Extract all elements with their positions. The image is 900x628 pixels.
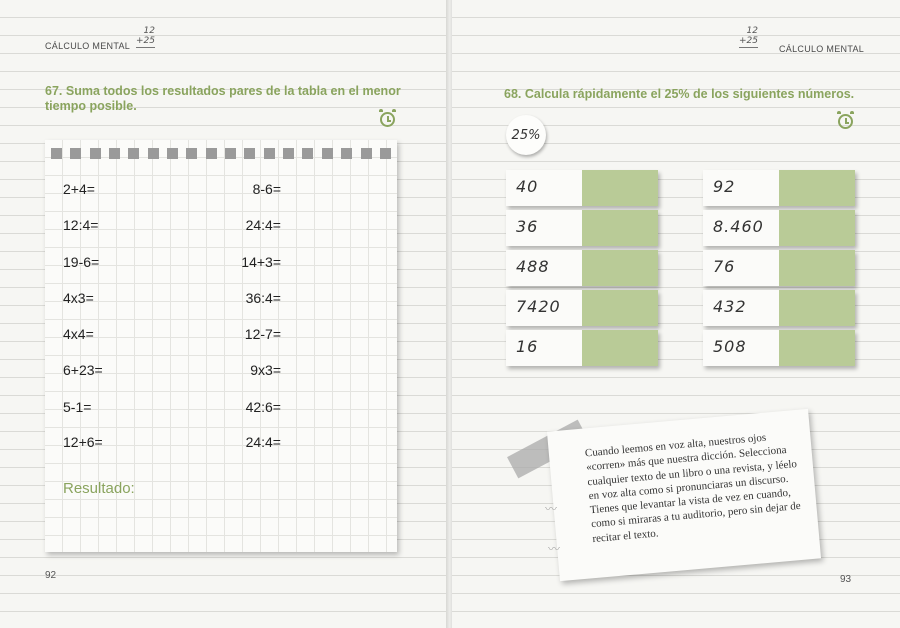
page-number: 92: [45, 570, 57, 581]
answer-box[interactable]: [582, 290, 658, 326]
answer-box[interactable]: [582, 170, 658, 206]
answer-box[interactable]: [779, 290, 855, 326]
section-header: CÁLCULO MENTAL: [779, 44, 865, 54]
tip-note: [547, 409, 821, 581]
number-card: 432: [703, 290, 855, 326]
operation: 12+6=: [63, 434, 103, 450]
operation: 19-6=: [63, 254, 100, 270]
section-header: CÁLCULO MENTAL: [45, 41, 131, 51]
number-card: 16: [506, 330, 658, 366]
operation: 2+4=: [63, 181, 95, 197]
number-card: 40: [506, 170, 658, 206]
answer-box[interactable]: [582, 330, 658, 366]
operation: 9x3=: [250, 362, 281, 378]
result-label: Resultado:: [63, 480, 135, 497]
exercise-67: [45, 84, 405, 114]
answer-box[interactable]: [582, 210, 658, 246]
alarm-clock-icon: [838, 114, 853, 129]
exercise-text: Suma todos los resultados pares de la tabla en el menor tiempo posible.: [45, 84, 401, 113]
number-card: 36: [506, 210, 658, 246]
answer-box[interactable]: [779, 250, 855, 286]
operation: 24:4=: [245, 434, 281, 450]
number-card: 508: [703, 330, 855, 366]
operation: 5-1=: [63, 399, 92, 415]
tip-text: Cuando leemos en voz alta, nuestros ojos «corren» más que nuestra dicción. Selecciona cualquier texto de un libro o una revista, y léelo en voz alta como si pronunciaras un discurso. Tienes que levantar la vista de vez en cuando, como si miraras a tu auditorio, pero sin dejar de recitar el texto.: [584, 431, 802, 545]
percent-badge: 25%: [506, 115, 546, 155]
scribble-decoration: 〰: [548, 542, 561, 556]
operation: 14+3=: [241, 254, 281, 270]
operation: 6+23=: [63, 362, 103, 378]
answer-box[interactable]: [779, 330, 855, 366]
operation: 42:6=: [245, 399, 281, 415]
operation: 12-7=: [244, 326, 281, 342]
operation: 8-6=: [252, 181, 281, 197]
notepad: [45, 140, 397, 552]
formula-decoration: 12 +25: [136, 26, 155, 46]
formula-decoration: 12 +25: [739, 26, 758, 46]
left-page: [0, 0, 448, 628]
answer-box[interactable]: [582, 250, 658, 286]
scribble-decoration: 〰: [545, 502, 558, 516]
operation: 4x4=: [63, 326, 94, 342]
exercise-number: 68.: [504, 87, 522, 101]
operation: 24:4=: [245, 217, 281, 233]
notepad-perforation: [51, 148, 391, 159]
operation: 4x3=: [63, 290, 94, 306]
number-card: 488: [506, 250, 658, 286]
exercise-number: 67.: [45, 84, 63, 98]
exercise-text: Calcula rápidamente el 25% de los siguientes números.: [524, 87, 855, 101]
answer-box[interactable]: [779, 170, 855, 206]
page-number: 93: [840, 574, 852, 585]
number-card: 7420: [506, 290, 658, 326]
answer-box[interactable]: [779, 210, 855, 246]
number-card: 92: [703, 170, 855, 206]
alarm-clock-icon: [380, 112, 395, 127]
number-card: 76: [703, 250, 855, 286]
number-card: 8.460: [703, 210, 855, 246]
operation: 36:4=: [245, 290, 281, 306]
exercise-68: [504, 87, 884, 102]
operation: 12:4=: [63, 217, 99, 233]
